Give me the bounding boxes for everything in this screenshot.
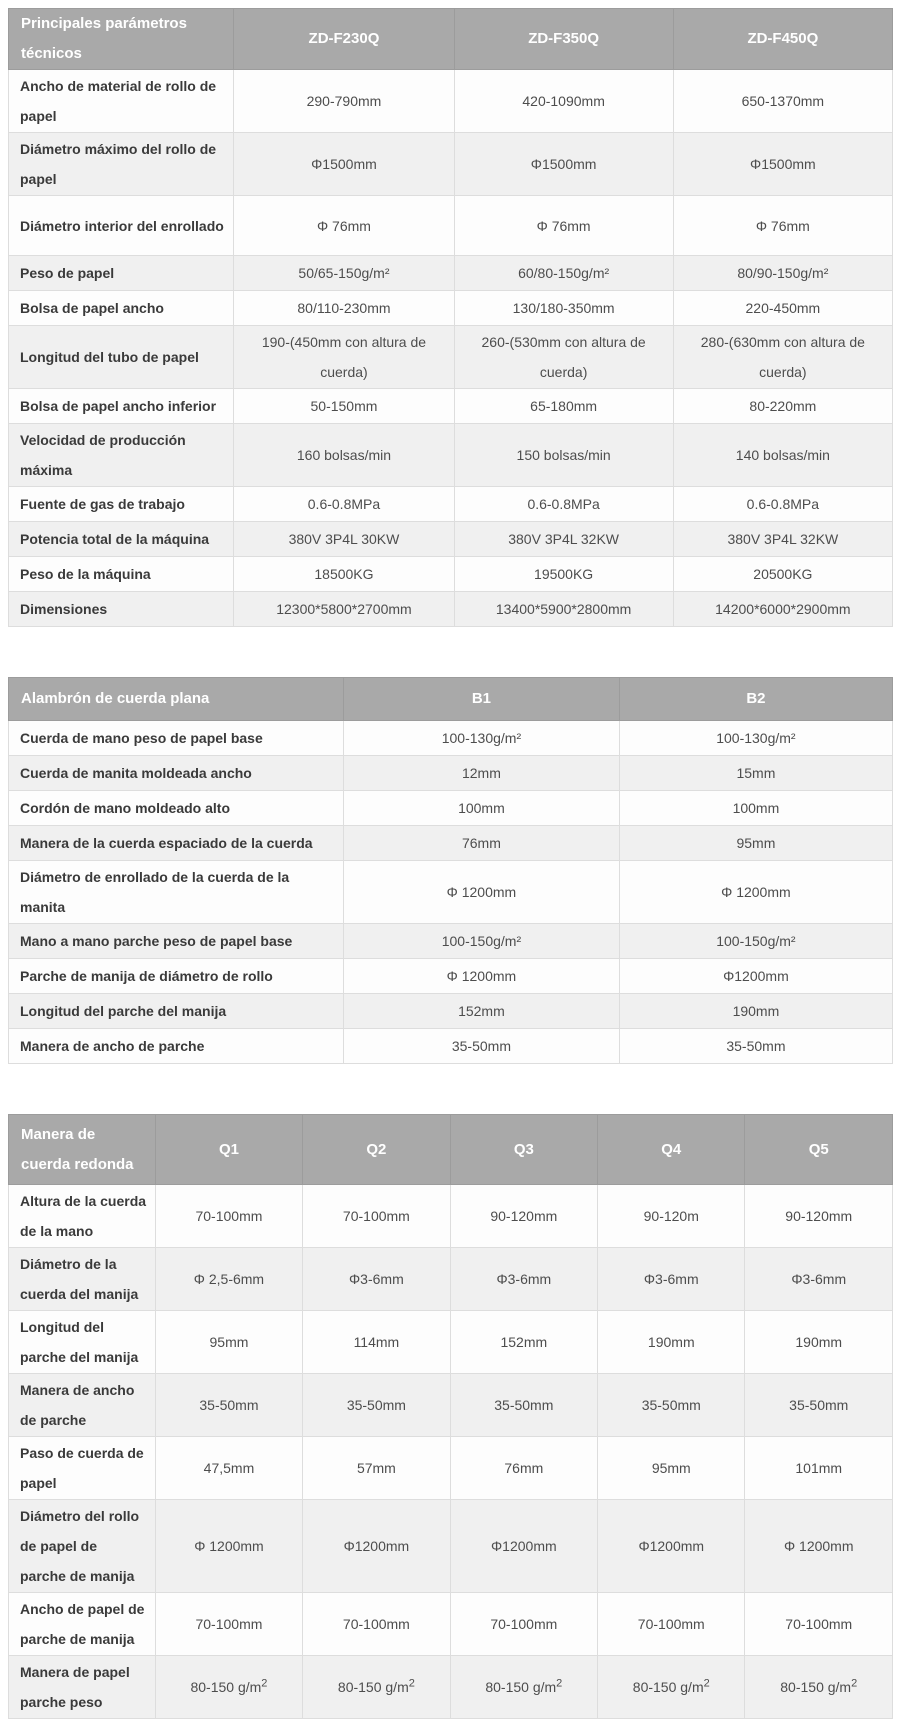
row-label: Diámetro del rollo de papel de parche de manija xyxy=(9,1500,156,1593)
cell-value: 80/90-150g/m² xyxy=(673,256,892,291)
column-header-q4: Q4 xyxy=(598,1115,745,1185)
table-row xyxy=(9,487,893,522)
table-row xyxy=(9,1029,893,1064)
cell-value: Φ1500mm xyxy=(454,133,673,196)
cell-value: 70-100mm xyxy=(450,1593,597,1656)
cell-value: 80-150 $g/m^2$ xyxy=(450,1656,597,1719)
cell-value: 70-100mm xyxy=(303,1593,450,1656)
column-header-q1: Q1 xyxy=(155,1115,302,1185)
cell-value: Φ 76mm xyxy=(454,196,673,256)
cell-value: 13400*5900*2800mm xyxy=(454,592,673,627)
row-label: Manera de la cuerda espaciado de la cuerda xyxy=(9,826,344,861)
cell-value: 95mm xyxy=(619,826,892,861)
table-row xyxy=(9,1437,893,1500)
cell-value: 100mm xyxy=(344,791,620,826)
cell-value: 140 bolsas/min xyxy=(673,424,892,487)
cell-value: 152mm xyxy=(450,1311,597,1374)
cell-value: 70-100mm xyxy=(745,1593,893,1656)
cell-value: 650-1370mm xyxy=(673,70,892,133)
cell-value: 380V 3P4L 32KW xyxy=(454,522,673,557)
cell-value: Φ 76mm xyxy=(234,196,454,256)
table-row xyxy=(9,522,893,557)
cell-value: 76mm xyxy=(344,826,620,861)
cell-value: 18500KG xyxy=(234,557,454,592)
column-header-q3: Q3 xyxy=(450,1115,597,1185)
row-label: Potencia total de la máquina xyxy=(9,522,234,557)
cell-value: 80-150 $g/m^2$ xyxy=(155,1656,302,1719)
cell-value: 12300*5800*2700mm xyxy=(234,592,454,627)
cell-value: 76mm xyxy=(450,1437,597,1500)
row-label: Diámetro de enrollado de la cuerda de la manita xyxy=(9,861,344,924)
header-row xyxy=(9,1115,893,1185)
row-label: Bolsa de papel ancho xyxy=(9,291,234,326)
row-label: Peso de papel xyxy=(9,256,234,291)
cell-value: 80-150 $g/m^2$ xyxy=(598,1656,745,1719)
row-label: Manera de ancho de parche xyxy=(9,1374,156,1437)
column-header-zd-f230q: ZD-F230Q xyxy=(234,9,454,70)
cell-value: Φ 1200mm xyxy=(745,1500,893,1593)
cell-value: 19500KG xyxy=(454,557,673,592)
row-label: Dimensiones xyxy=(9,592,234,627)
cell-value: 95mm xyxy=(155,1311,302,1374)
cell-value: 70-100mm xyxy=(155,1593,302,1656)
cell-value: 20500KG xyxy=(673,557,892,592)
cell-value: 35-50mm xyxy=(303,1374,450,1437)
table-row xyxy=(9,1185,893,1248)
row-label: Paso de cuerda de papel xyxy=(9,1437,156,1500)
cell-value: 152mm xyxy=(344,994,620,1029)
table-row xyxy=(9,924,893,959)
row-label: Cordón de mano moldeado alto xyxy=(9,791,344,826)
column-header-zd-f450q: ZD-F450Q xyxy=(673,9,892,70)
cell-value: 100-130g/m² xyxy=(344,721,620,756)
row-label: Velocidad de producción máxima xyxy=(9,424,234,487)
cell-value: 190mm xyxy=(745,1311,893,1374)
table-row xyxy=(9,959,893,994)
cell-value: Φ1500mm xyxy=(673,133,892,196)
cell-value: 190-(450mm con altura de cuerda) xyxy=(234,326,454,389)
column-header-q2: Q2 xyxy=(303,1115,450,1185)
cell-value: 35-50mm xyxy=(598,1374,745,1437)
cell-value: 190mm xyxy=(619,994,892,1029)
cell-value: Φ3-6mm xyxy=(450,1248,597,1311)
row-label: Diámetro de la cuerda del manija xyxy=(9,1248,156,1311)
cell-value: 100-150g/m² xyxy=(619,924,892,959)
table-row xyxy=(9,1248,893,1311)
cell-value: 90-120mm xyxy=(745,1185,893,1248)
cell-value: 260-(530mm con altura de cuerda) xyxy=(454,326,673,389)
cell-value: Φ1200mm xyxy=(619,959,892,994)
cell-value: 130/180-350mm xyxy=(454,291,673,326)
cell-value: 35-50mm xyxy=(155,1374,302,1437)
principales-parametros-title: Principales parámetros técnicos xyxy=(9,9,234,70)
row-label: Diámetro máximo del rollo de papel xyxy=(9,133,234,196)
cell-value: 100-130g/m² xyxy=(619,721,892,756)
cell-value: 0.6-0.8MPa xyxy=(234,487,454,522)
cell-value: 280-(630mm con altura de cuerda) xyxy=(673,326,892,389)
cell-value: Φ1200mm xyxy=(303,1500,450,1593)
table-row xyxy=(9,196,893,256)
table-row xyxy=(9,291,893,326)
table-row xyxy=(9,1500,893,1593)
cell-value: Φ 1200mm xyxy=(344,861,620,924)
row-label: Mano a mano parche peso de papel base xyxy=(9,924,344,959)
cell-value: 0.6-0.8MPa xyxy=(673,487,892,522)
column-header-b2: B2 xyxy=(619,678,892,721)
cell-value: 80/110-230mm xyxy=(234,291,454,326)
cell-value: 0.6-0.8MPa xyxy=(454,487,673,522)
row-label: Manera de ancho de parche xyxy=(9,1029,344,1064)
table-row xyxy=(9,1593,893,1656)
cell-value: 220-450mm xyxy=(673,291,892,326)
row-label: Altura de la cuerda de la mano xyxy=(9,1185,156,1248)
cell-value: 70-100mm xyxy=(303,1185,450,1248)
table-row xyxy=(9,756,893,791)
cell-value: 35-50mm xyxy=(450,1374,597,1437)
cell-value: 47,5mm xyxy=(155,1437,302,1500)
cell-value: 12mm xyxy=(344,756,620,791)
row-label: Longitud del parche del manija xyxy=(9,994,344,1029)
cell-value: Φ3-6mm xyxy=(303,1248,450,1311)
table-row xyxy=(9,256,893,291)
table-row xyxy=(9,133,893,196)
table-row xyxy=(9,389,893,424)
flat-rope-handle-table xyxy=(8,677,893,1064)
cell-value: 65-180mm xyxy=(454,389,673,424)
cell-value: 70-100mm xyxy=(598,1593,745,1656)
table-row xyxy=(9,424,893,487)
header-row xyxy=(9,678,893,721)
table-row xyxy=(9,721,893,756)
cell-value: Φ 1200mm xyxy=(155,1500,302,1593)
cell-value: Φ 1200mm xyxy=(344,959,620,994)
row-label: Manera de papel parche peso xyxy=(9,1656,156,1719)
row-label: Peso de la máquina xyxy=(9,557,234,592)
cell-value: 70-100mm xyxy=(155,1185,302,1248)
cell-value: 380V 3P4L 32KW xyxy=(673,522,892,557)
table-row xyxy=(9,70,893,133)
manera-cuerda-redonda-title: Manera de cuerda redonda xyxy=(9,1115,156,1185)
cell-value: 380V 3P4L 30KW xyxy=(234,522,454,557)
cell-value: 50/65-150g/m² xyxy=(234,256,454,291)
cell-value: Φ 76mm xyxy=(673,196,892,256)
table-row xyxy=(9,1656,893,1719)
cell-value: 160 bolsas/min xyxy=(234,424,454,487)
cell-value: 35-50mm xyxy=(745,1374,893,1437)
cell-value: 14200*6000*2900mm xyxy=(673,592,892,627)
cell-value: 57mm xyxy=(303,1437,450,1500)
row-label: Ancho de material de rollo de papel xyxy=(9,70,234,133)
table-row xyxy=(9,592,893,627)
cell-value: 190mm xyxy=(598,1311,745,1374)
cell-value: Φ1500mm xyxy=(234,133,454,196)
table-row xyxy=(9,557,893,592)
table-row xyxy=(9,861,893,924)
column-header-zd-f350q: ZD-F350Q xyxy=(454,9,673,70)
table-row xyxy=(9,826,893,861)
cell-value: 35-50mm xyxy=(619,1029,892,1064)
cell-value: Φ3-6mm xyxy=(598,1248,745,1311)
cell-value: 80-150 $g/m^2$ xyxy=(745,1656,893,1719)
table-row xyxy=(9,1374,893,1437)
main-parameters-table xyxy=(8,8,893,627)
row-label: Longitud del parche del manija xyxy=(9,1311,156,1374)
table-row xyxy=(9,326,893,389)
cell-value: 114mm xyxy=(303,1311,450,1374)
cell-value: 50-150mm xyxy=(234,389,454,424)
cell-value: 100-150g/m² xyxy=(344,924,620,959)
cell-value: 35-50mm xyxy=(344,1029,620,1064)
cell-value: 60/80-150g/m² xyxy=(454,256,673,291)
row-label: Ancho de papel de parche de manija xyxy=(9,1593,156,1656)
row-label: Bolsa de papel ancho inferior xyxy=(9,389,234,424)
cell-value: 95mm xyxy=(598,1437,745,1500)
row-label: Parche de manija de diámetro de rollo xyxy=(9,959,344,994)
cell-value: 90-120m xyxy=(598,1185,745,1248)
column-header-q5: Q5 xyxy=(745,1115,893,1185)
cell-value: Φ 2,5-6mm xyxy=(155,1248,302,1311)
cell-value: 290-790mm xyxy=(234,70,454,133)
cell-value: Φ3-6mm xyxy=(745,1248,893,1311)
cell-value: 100mm xyxy=(619,791,892,826)
row-label: Cuerda de mano peso de papel base xyxy=(9,721,344,756)
cell-value: 80-150 $g/m^2$ xyxy=(303,1656,450,1719)
cell-value: Φ 1200mm xyxy=(619,861,892,924)
alambron-cuerda-plana-title: Alambrón de cuerda plana xyxy=(9,678,344,721)
cell-value: 90-120mm xyxy=(450,1185,597,1248)
table-row xyxy=(9,1311,893,1374)
table-row xyxy=(9,791,893,826)
row-label: Cuerda de manita moldeada ancho xyxy=(9,756,344,791)
table-row xyxy=(9,994,893,1029)
row-label: Diámetro interior del enrollado xyxy=(9,196,234,256)
cell-value: 15mm xyxy=(619,756,892,791)
round-rope-handle-table xyxy=(8,1114,893,1719)
cell-value: 150 bolsas/min xyxy=(454,424,673,487)
header-row xyxy=(9,9,893,70)
row-label: Longitud del tubo de papel xyxy=(9,326,234,389)
column-header-b1: B1 xyxy=(344,678,620,721)
cell-value: 420-1090mm xyxy=(454,70,673,133)
cell-value: 101mm xyxy=(745,1437,893,1500)
cell-value: Φ1200mm xyxy=(450,1500,597,1593)
cell-value: Φ1200mm xyxy=(598,1500,745,1593)
row-label: Fuente de gas de trabajo xyxy=(9,487,234,522)
cell-value: 80-220mm xyxy=(673,389,892,424)
